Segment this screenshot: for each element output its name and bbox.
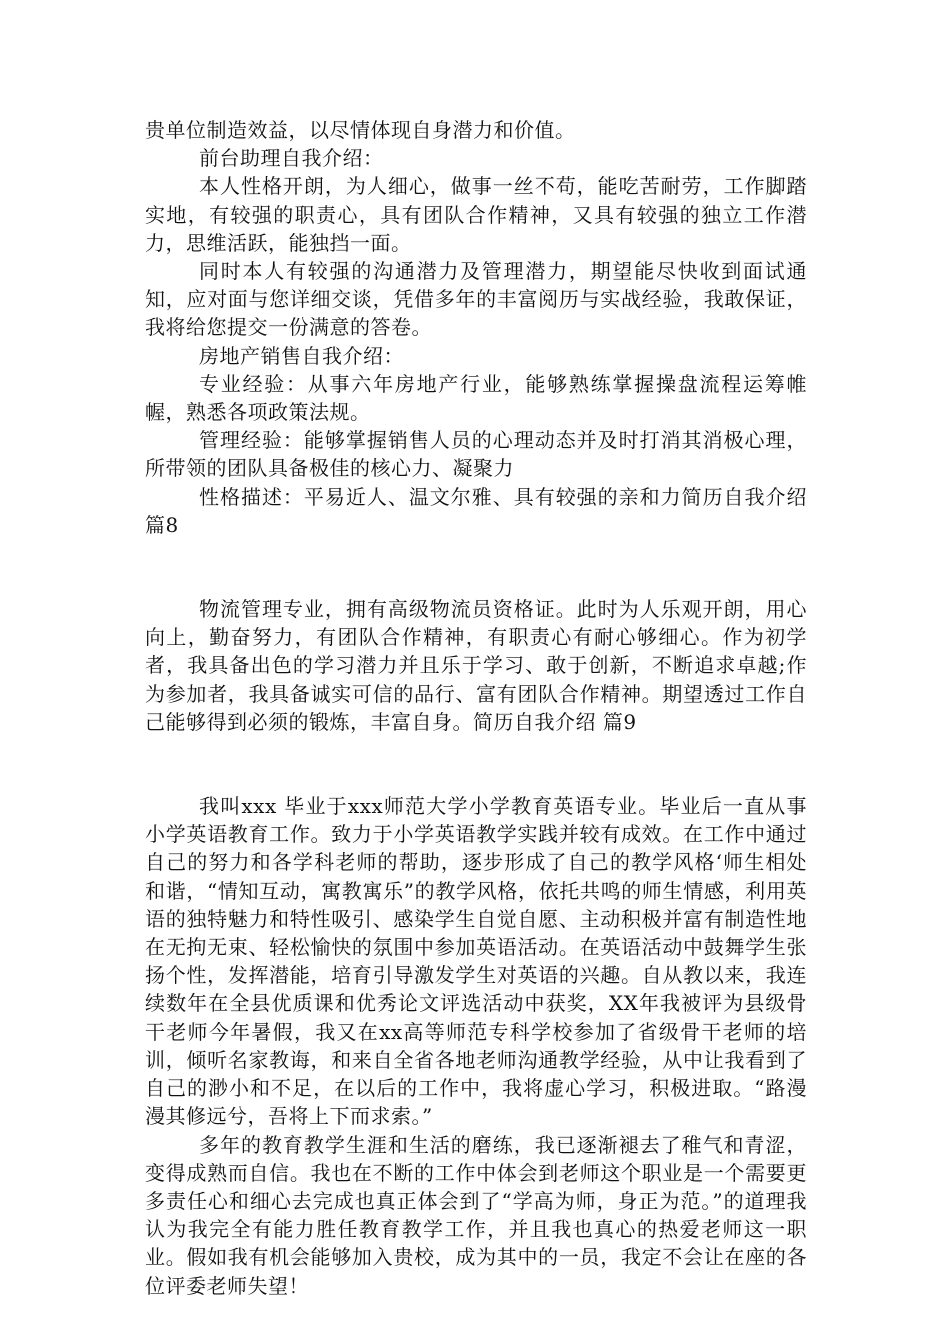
paragraph-teaching-career: 多年的教育教学生涯和生活的磨练，我已逐渐褪去了稚气和青涩，变得成熟而自信。我也在不断的工作中体会到老师这个职业是一个需要更多责任心和细心去完成也真正体会到了“学高为师，身正为范。”的道理我认为我完全有能力胜任教育教学工作，并且我也真心的热爱老师这一职业。假如我有机会能够加入贵校，成为其中的一员，我定不会让在座的各位评委老师失望！ (145, 1132, 807, 1298)
paragraph-intro-end: 贵单位制造效益，以尽情体现自身潜力和价值。 (145, 118, 576, 142)
paragraph-real-estate-management: 管理经验：能够掌握销售人员的心理动态并及时打消其消极心理，所带领的团队具备极佳的核心力、凝聚力 (145, 428, 807, 481)
heading-real-estate: 房地产销售自我介绍： (199, 343, 404, 368)
section-gap (145, 539, 807, 595)
document-page (145, 116, 807, 1300)
paragraph-real-estate-experience: 专业经验：从事六年房地产行业，能够熟练掌握操盘流程运筹帷幄，熟悉各项政策法规。 (145, 371, 807, 425)
section-gap (145, 736, 807, 792)
paragraph-front-desk-2: 同时本人有较强的沟通潜力及管理潜力，期望能尽快收到面试通知，应对面与您详细交谈，凭借多年的丰富阅历与实战经验，我敢保证，我将给您提交一份满意的答卷。 (145, 259, 807, 340)
heading-front-desk: 前台助理自我介绍： (199, 146, 384, 171)
paragraph-english-teacher: 我叫xxx 毕业于xxx师范大学小学教育英语专业。毕业后一直从事小学英语教育工作。致力于小学英语教学实践并较有成效。在工作中通过自己的努力和各学科老师的帮助，逐步形成了自己的教学风格‘师生相处和谐，“情知互动，寓教寓乐”的教学风格，依托共鸣的师生情感，利用英语的独特魅力和特性吸引、感染学生自觉自愿、主动积极并富有制造性地在无拘无束、轻松愉快的氛围中参加英语活动。在英语活动中鼓舞学生张扬个性，发挥潜能，培育引导激发学生对英语的兴趣。自从教以来，我连续数年在全县优质课和优秀论文评选活动中获奖，XX年我被评为县级骨干老师今年暑假，我又在xx高等师范专科学校参加了省级骨干老师的培训，倾听名家教诲，和来自全省各地老师沟通教学经验，从中让我看到了自己的渺小和不足，在以后的工作中，我将虚心学习，积极进取。“路漫漫其修远兮，吾将上下而求索。” (145, 794, 807, 1129)
paragraph-front-desk-1: 本人性格开朗，为人细心，做事一丝不苟，能吃苦耐劳，工作脚踏实地，有较强的职责心，具有团队合作精神，又具有较强的独立工作潜力，思维活跃，能独挡一面。 (145, 174, 807, 255)
paragraph-logistics: 物流管理专业，拥有高级物流员资格证。此时为人乐观开朗，用心向上，勤奋努力，有团队合作精神，有职责心有耐心够细心。作为初学者，我具备出色的学习潜力并且乐于学习、敢于创新，不断追求卓越;作为参加者，我具备诚实可信的品行、富有团队合作精神。期望透过工作自己能够得到必须的锻炼，丰富自身。简历自我介绍 篇9 (145, 597, 807, 734)
paragraph-real-estate-personality: 性格描述：平易近人、温文尔雅、具有较强的亲和力简历自我介绍 篇8 (145, 484, 807, 537)
